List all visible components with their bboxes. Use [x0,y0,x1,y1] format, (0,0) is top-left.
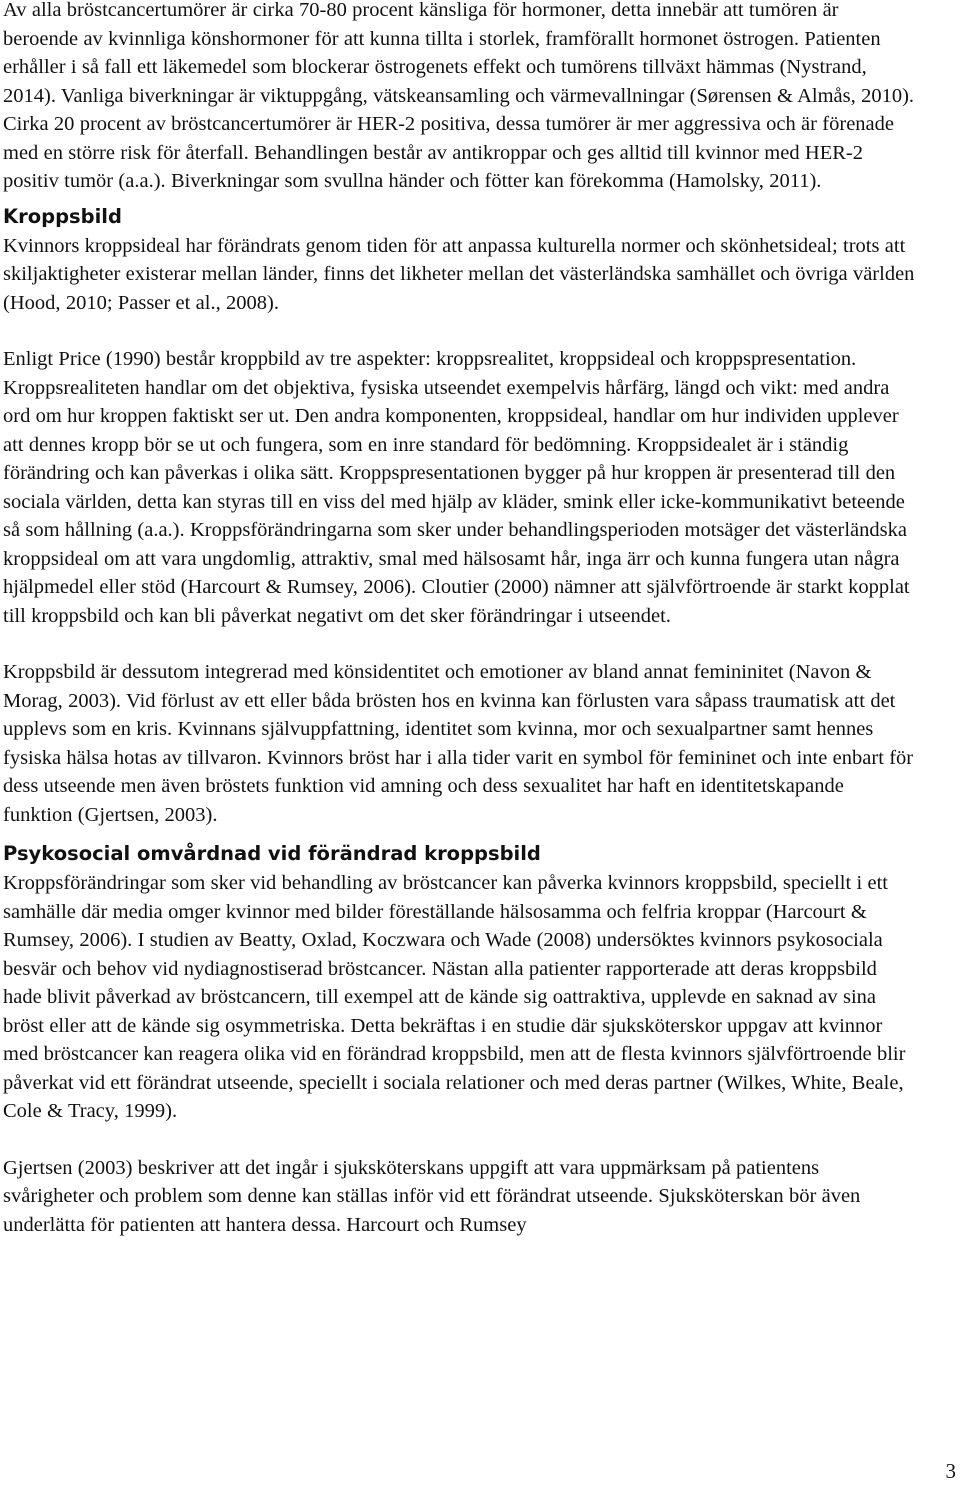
paragraph-hormone-treatment: Av alla bröstcancertumörer är cirka 70-80 procent känsliga för hormoner, detta innebär att tumören är beroende av kvinnliga könshormoner för att kunna tillta i storlek, framförallt hormonet östrogen. Patienten erhåller i så fall ett läkemedel som blockerar östrogenets effekt och tumörens tillväxt hämmas (Nystrand, 2014). Vanliga biverkningar är viktuppgång, vätskeansamling och värmevallningar (Sørensen & Almås, 2010). Cirka 20 procent av bröstcancertumörer är HER-2 positiva, dessa tumörer är mer aggressiva och är förenade med en större risk för återfall. Behandlingen består av antikroppar och ges alltid till kvinnor med HER-2 positiv tumör (a.a.). Biverkningar som svullna händer och fötter kan förekomma (Hamolsky, 2011). [3,0,915,192]
paragraph-body-changes: Kroppsförändringar som sker vid behandling av bröstcancer kan påverka kvinnors kroppsbild, speciellt i ett samhälle där media omger kvinnor med bilder föreställande hälsosamma och felfria kroppar (Harcourt & Rumsey, 2006). I studien av Beatty, Oxlad, Koczwara och Wade (2008) undersöktes kvinnors psykosociala besvär och behov vid nydiagnostiserad bröstcancer. Nästan alla patienter rapporterade att deras kroppsbild hade blivit påverkad av bröstcancern, till exempel att de kände sig oattraktiva, upplevde en saknad av sina bröst eller att de kände sig osymmetriska. Detta bekräftas i en studie där sjuksköterskor uppgav att kvinnor med bröstcancer kan reagera olika vid en förändrad kroppsbild, men att de flesta kvinnors självförtroende blir påverkat vid ett förändrat utseende, speciellt i sociala relationer och med deras partner (Wilkes, White, Beale, Cole & Tracy, 1999). [3,872,906,1122]
paragraph-body-ideal: Kvinnors kroppsideal har förändrats genom tiden för att anpassa kulturella normer och skönhetsideal; trots att skiljaktigheter existerar mellan länder, finns det likheter mellan det västerländska samhället och övriga världen (Hood, 2010; Passer et al., 2008). [3,234,915,314]
page-number: 3 [945,1459,956,1483]
paragraph-gender-identity: Kroppsbild är dessutom integrerad med könsidentitet och emotioner av bland annat femininitet (Navon & Morag, 2003). Vid förlust av ett eller båda brösten hos en kvinna kan förlusten vara såpass traumatisk att det upplevs som en kris. Kvinnans självuppfattning, identitet som kvinna, mor och sexualpartner samt hennes fysiska hälsa hotas av tillvaron. Kvinnors bröst har i alla tider varit en symbol för femininet och inte enbart för dess utseende men även bröstets funktion vid amning och dess sexualitet har haft en identitetskapande funktion (Gjertsen, 2003). [3,661,914,826]
heading-psykosocial-omvardnad: Psykosocial omvårdnad vid förändrad kroppsbild [3,842,541,865]
heading-kroppsbild: Kroppsbild [3,204,122,228]
paragraph-price-aspects: Enligt Price (1990) består kroppbild av tre aspekter: kroppsrealitet, kroppsideal och kroppspresentation. Kroppsrealiteten handlar om det objektiva, fysiska utseendet exempelvis hårfärg, längd och vikt: med andra ord om hur kroppen faktiskt ser ut. Den andra komponenten, kroppsideal, handlar om hur individen upplever att dennes kropp bör se ut och fungera, som en inre standard för bedömning. Kroppsidealet är i ständig förändring och kan påverkas i olika sätt. Kroppspresentationen bygger på hur kroppen är presenterad till den sociala världen, detta kan styras till en viss del med hjälp av kläder, smink eller icke-kommunikativt beteende så som hållning (a.a.). Kroppsförändringarna som sker under behandlingsperioden motsäger det västerländska kroppsideal om att vara ungdomlig, attraktiv, smal med hälsosamt hår, inga ärr och kunna fungera utan några hjälpmedel eller stöd (Harcourt & Rumsey, 2006). Cloutier (2000) nämner att självförtroende är starkt kopplat till kroppsbild och kan bli påverkat negativt om det sker förändringar i utseendet. [3,348,910,627]
paragraph-nurse-role: Gjertsen (2003) beskriver att det ingår i sjuksköterskans uppgift att vara uppmärksam på patientens svårigheter och problem som denne kan ställas inför vid ett förändrat utseende. Sjuksköterskan bör även underlätta för patienten att hantera dessa. Harcourt och Rumsey [3,1156,861,1236]
document-body [3,0,915,1239]
